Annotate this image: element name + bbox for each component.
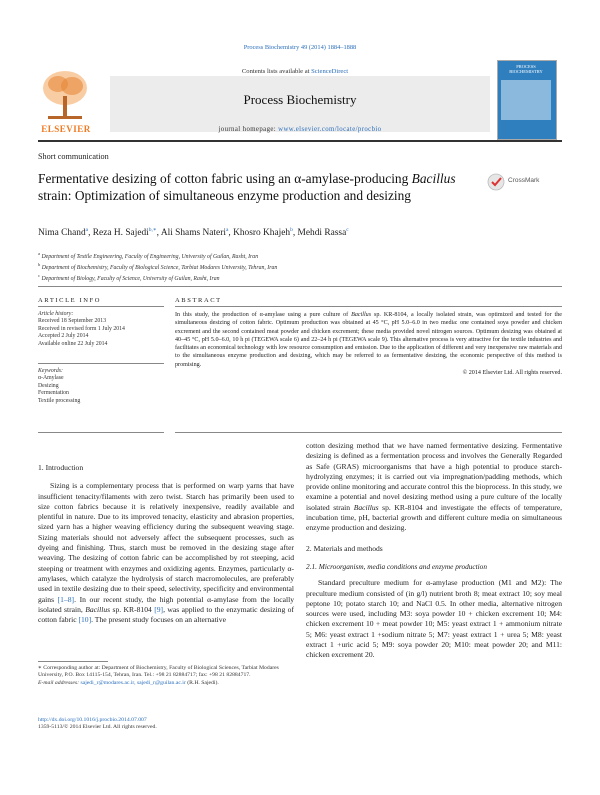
citation-link[interactable]: [9] [154,604,164,614]
email-label: E-mail addresses: [38,679,81,686]
author-sup: b,∗ [148,227,157,233]
keywords-label: Keywords: [38,368,63,374]
intro-italic: Bacillus [85,604,111,614]
subsection-heading: 2.1. Microorganism, media conditions and enzyme production [306,561,487,571]
section-heading: 1. Introduction [38,463,84,472]
masthead-rule [38,140,562,142]
abstract-rule [175,306,562,307]
info-bottom-rule [38,432,164,433]
history-item: Available online 22 July 2014 [38,340,108,347]
doi-link[interactable]: http://dx.doi.org/10.1016/j.procbio.2014.07.007 [38,717,147,723]
keyword: Fermentation [38,390,69,397]
footnote-rule [38,661,108,662]
aff-sup: a [38,251,40,256]
body-text: sp. KR-8104 and investigate the effects of temperature, incubation time, pH, bacterial growth and different culture media on simultaneous enzyme production and desizing. [306,502,562,533]
section-heading: 2. Materials and methods [306,543,383,553]
aff-sup: c [38,272,40,278]
article-title [38,170,478,204]
journal-title: Process Biochemistry [243,92,357,107]
history-item: Received in revised form 1 July 2014 [38,325,125,332]
running-head[interactable]: Process Biochemistry 49 (2014) 1884–1888 [243,44,357,51]
article-info-rule [38,306,164,307]
footnote-email [38,680,294,687]
body-paragraph [306,441,562,534]
abstract-italic: Bacillus [351,312,372,318]
elsevier-tree-icon [38,66,92,124]
abstract-part: sp. KR-8104, a locally isolated strain, was optimized and tested for the simultaneous desizing of cotton fabric. Optimum production was obtained at 45 °C, pH 5.0–6.0 in two media: one contained soya powder and chicken excrement and the second contained meat powder and chicken excrement; these media provided novel nitrogen sources. Optimum desizing was obtained at 40–45 °C, pH 5.0–6.0, 10 h pi (TEGEWA scale 6) and 22–24 h pi (TEGEWA scale 9). This alternative process is very attractive for the textile industries and facilitates an economical technology with low resource consumption and emission. Due to the application of different and very inexpensive raw materials and to the simultaneous enzyme production and desizing, which may be referred to as fermentative desizing, the economic perspective of this method is promising. [175,312,562,368]
homepage-prefix: journal homepage: [218,126,279,133]
cover-title: PROCESS BIOCHEMISTRY [509,64,543,74]
email-suffix: (R.H. Sajedi). [185,679,219,686]
author[interactable]: Ali Shams Nateri [160,228,226,239]
header-rule [38,286,562,287]
author[interactable]: Khosro Khajeh [233,228,291,239]
body-paragraph: Standard preculture medium for α-amylase production (M1 and M2): The preculture medium consisted of (in g/l) nutrient broth 8; meat extract 10; soy meal peptone 10; potato starch 10; and NaCl 0.5. In other media, alternative nitrogen sources were used, including M3: soya powder 10 + chicken excrement 10; M4: chicken excrement 10 + meat powder 10; M5: yeast extract 1 + ammonium nitrate 5; M6: yeast extract 1 +sodium nitrate 5; M7: yeast extract 1 + urea 5; M8: yeast extract 1 +uric acid 5; M9: soya powder 20; M10: meat powder 20; and M11: chicken excrement 20. [306,578,562,660]
cover-image [501,80,551,120]
title-part-2: strain: Optimization of simultaneous enzyme production and desizing [38,188,411,203]
journal-homepage [110,126,490,133]
abstract-heading: ABSTRACT [175,297,222,304]
keyword: α-Amylase [38,375,64,382]
affiliation-item [38,261,562,272]
history-item: Accepted 2 July 2014 [38,333,89,340]
affiliation-item [38,272,562,283]
body-text: cotton desizing method that we have named fermentative desizing. Fermentative desizing is defined as a fermentation process and involves the Generally Regarded as Safe (GRAS) microorganisms that have a high potential to produce starch-hydrolyzing enzymes; it is carried out via impregnation/padding methods, which provide online monitoring and accurate control this the bioprocess. In this study, we examine a potential and novel desizing method using a pure culture of the locally isolated strain [306,441,562,512]
author[interactable]: Mehdi Rassa [297,228,347,239]
citation-link[interactable]: [1–8] [57,594,75,604]
author-sup: c [346,227,349,233]
history-item: Received 18 September 2013 [38,318,107,325]
keywords [38,368,164,405]
footnote-text: ∗ Corresponding author at: Department of Biochemistry, Faculty of Biological Sciences, Tarbiat Modares University, P.O. Box 14115-154, Tehran, Iran. Tel.: +98 21 82884717; fax: +98 21 82884717. [38,665,279,679]
footnote [38,665,294,687]
affiliation-item [38,250,562,261]
contents-prefix: Contents lists available at [241,68,312,75]
publisher-logo: ELSEVIER [41,124,91,134]
keyword: Textile processing [38,397,81,404]
history-label: Article history: [38,311,74,317]
abstract-bottom-rule [175,432,562,433]
author-list: Nima Chand$^a$, Reza H. Sajedi$^{b,∗}$, Ali Shams Nateri$^a$, Khosro Khajeh$^b$, Mehdi Rassa$^c$ [38,227,349,239]
author-sup: b [290,227,293,233]
doi-block [38,717,294,732]
homepage-link[interactable]: www.elsevier.com/locate/procbio [278,126,382,133]
article-type: Short communication [38,152,109,161]
crossmark-label[interactable]: CrossMark [508,177,540,184]
intro-text: sp. KR-8104 [110,604,155,614]
intro-text: , was applied to the enzymatic desizing of cotton fabric [38,604,294,625]
issn-line: 1359-5113/© 2014 Elsevier Ltd. All rights reserved. [38,724,157,731]
author-sup: a [225,227,229,233]
author[interactable]: Nima Chand [38,228,86,239]
author-sup: a [85,227,89,233]
intro-paragraph [38,481,294,625]
affiliations [38,250,562,283]
body-column-right [306,441,562,661]
keywords-rule [38,363,164,364]
intro-text: Sizing is a complementary process that is performed on warp yarns that have insufficient tenacity/filaments with zero twist. Starch has primarily been used to size cotton fabrics because it is relatively inexpensive, readily available and plentiful in nature. Due to its improved tenacity, elasticity and abrasion properties, sized yarn has a higher weaving efficiency during the subsequent weaving stage. Sizing materials should not adversely affect the subsequent processes, such as dyeing and finishing. Thus, starch must be removed in the desizing stage after weaving. The desizing of cotton fabric can be accomplished by rot steeping, acid steeping or treatment with enzymes and oxidizing agents. Enzymes, particularly α-amylases, which catalyze the hydrolysis of starch macromolecules, are preferably used in textile desizing due to their speed, selectivity, specificity and environmental gains [38,481,294,604]
sciencedirect-link[interactable]: ScienceDirect [311,68,349,75]
aff-sup: b [38,261,41,267]
body-italic: Bacillus [353,502,379,512]
title-italic: Bacillus [411,171,456,186]
aff-text: Department of Textile Engineering, Faculty of Engineering, University of Guilan, Rasht, Iran [41,253,259,260]
email-link[interactable]: sajedi_r@modares.ac.ir, sajedi_r@guilan.ac.ir [80,679,186,686]
article-info-heading: ARTICLE INFO [38,297,102,304]
author[interactable]: Reza H. Sajedi [92,228,149,239]
abstract-text [175,311,562,377]
title-part-1: Fermentative desizing of cotton fabric using an α-amylase-producing [38,171,412,186]
citation-link[interactable]: [10] [78,615,92,625]
intro-text: . The present study focuses on an alternative [91,615,226,625]
aff-text: Department of Biology, Faculty of Science, University of Guilan, Rasht, Iran [41,275,220,282]
keyword: Desizing [38,382,59,389]
copyright: © 2014 Elsevier Ltd. All rights reserved. [462,370,562,377]
article-history [38,311,164,348]
abstract-part: In this study, the production of α-amylase using a pure culture of [175,312,352,318]
intro-text: . In our recent study, the high potential α-amylase from the locally isolated strain, [38,594,294,614]
contents-line [100,68,490,75]
aff-text: Department of Biochemistry, Faculty of Biological Science, Tarbiat Modares University, Tehran, Iran [41,264,278,271]
body-column-left [38,463,294,625]
